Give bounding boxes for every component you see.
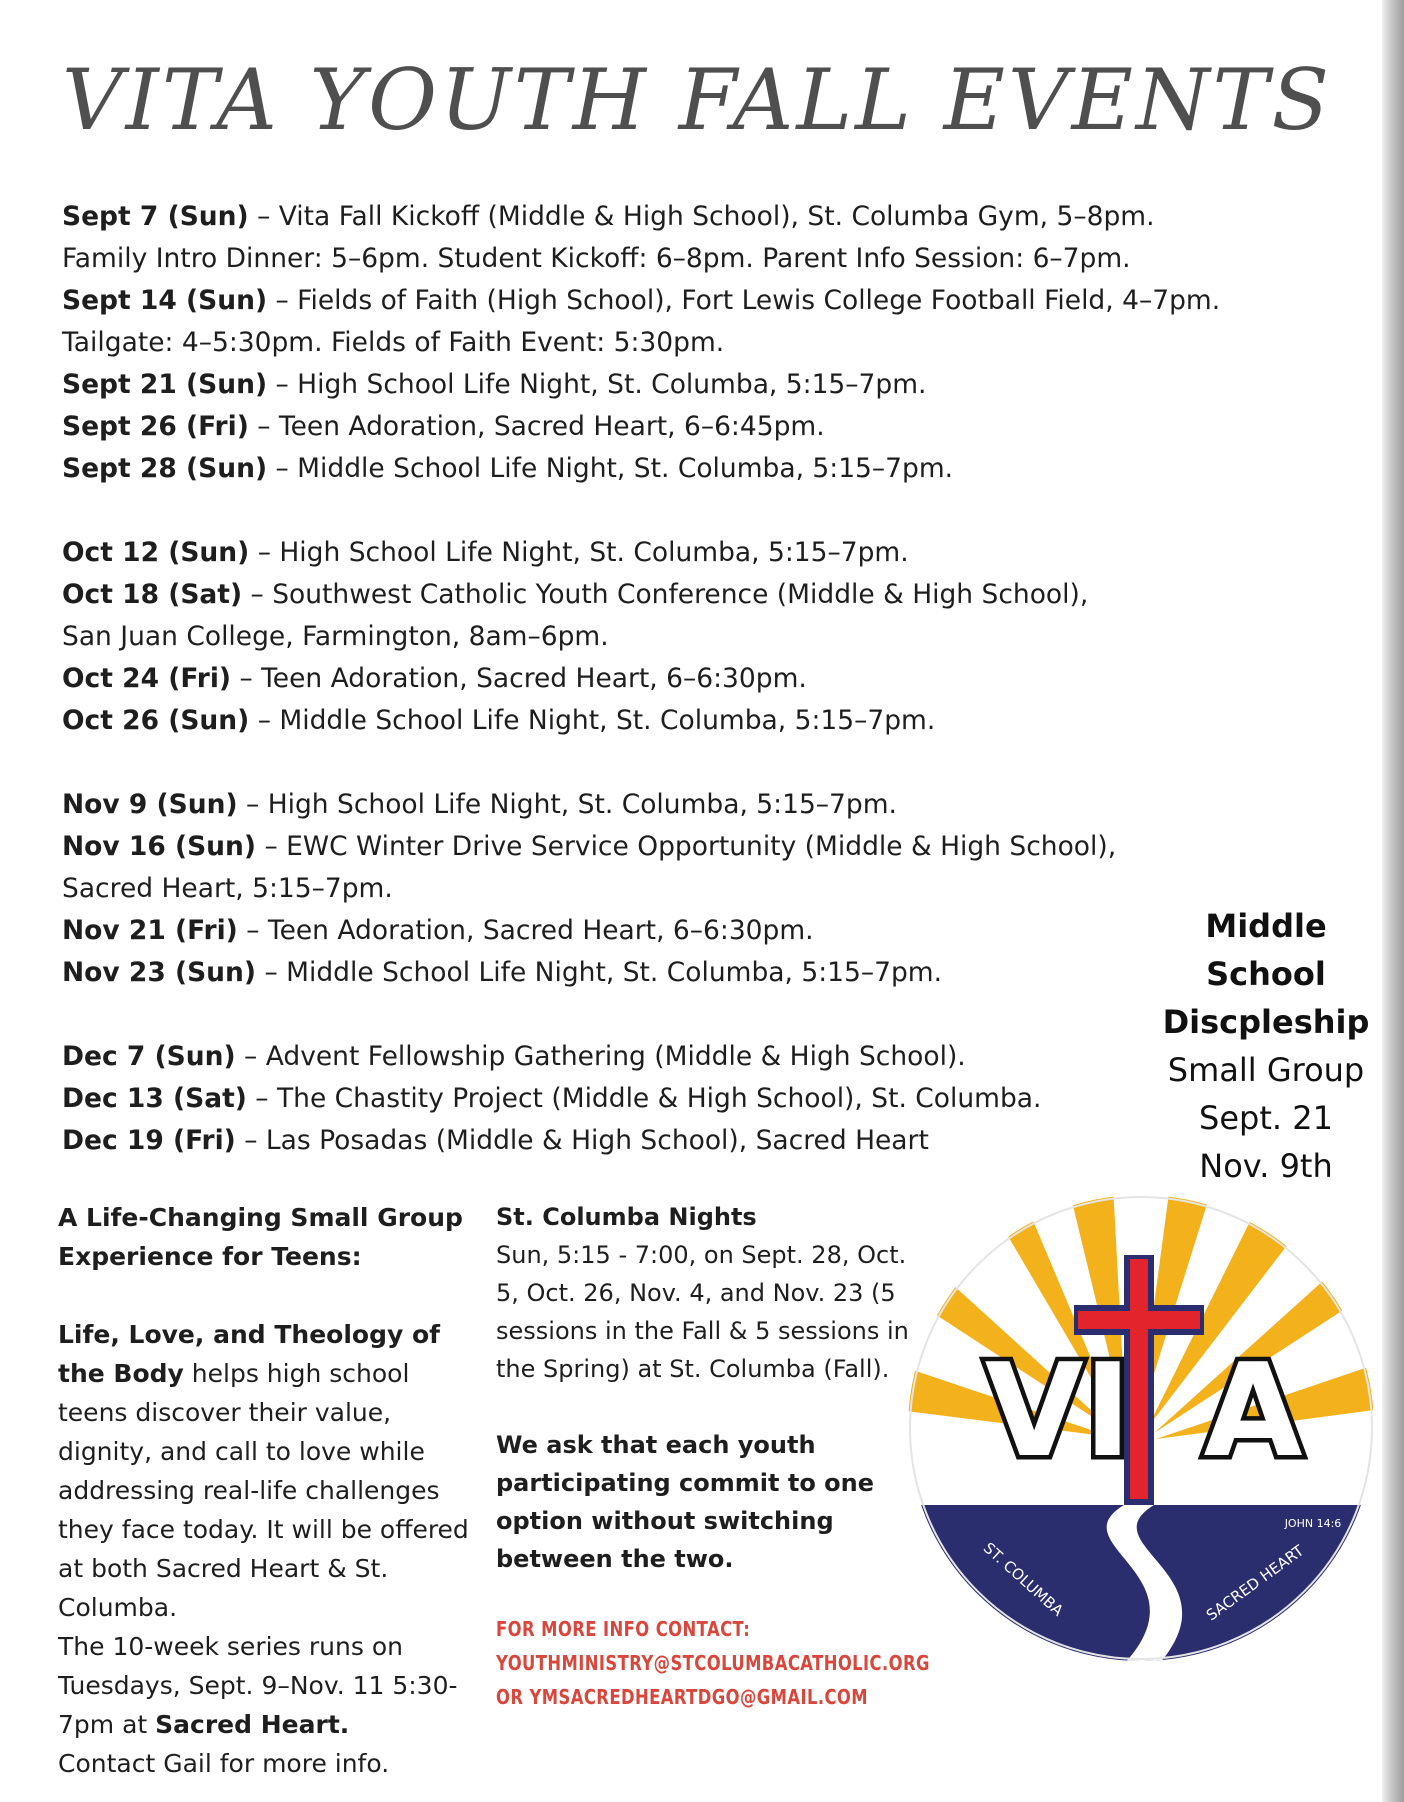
logo-word-right: A (1203, 1337, 1303, 1486)
event-date: Sept 28 (Sun) (62, 453, 268, 484)
logo-arc-left: ST. COLUMBA (979, 1538, 1067, 1620)
event-date: Nov 23 (Sun) (62, 957, 257, 988)
event-line (62, 280, 1262, 322)
event-text: – Teen Adoration, Sacred Heart, 6–6:45pm. (248, 411, 825, 442)
event-date: Sept 7 (Sun) (62, 201, 249, 232)
event-line (62, 448, 1262, 490)
vita-logo (908, 1195, 1374, 1661)
event-text: – Fields of Faith (High School), Fort Lewis College Football Field, 4–7pm. (267, 285, 1221, 316)
event-line (62, 700, 1262, 742)
event-date: Oct 12 (Sun) (62, 537, 250, 568)
side-note-line: Small Group (1167, 1051, 1365, 1089)
program-desc-text: helps high school teens discover their value, dignity, and call to love while addressing real-life challenges they face today. It will be offered at both Sacred Heart & St. Columba. (58, 1359, 469, 1622)
contact-email-line: OR YMSACREDHEARTDGO@GMAIL.COM (496, 1685, 869, 1709)
logo-word-left: VI (984, 1337, 1132, 1486)
event-line (62, 406, 1262, 448)
event-date: Dec 13 (Sat) (62, 1083, 247, 1114)
page-edge-shadow (1382, 0, 1404, 1802)
event-text: – EWC Winter Drive Service Opportunity (Middle & High School), (256, 831, 1117, 862)
program-name: Life, Love, and Theology of the Body (58, 1320, 441, 1388)
event-line (62, 658, 1262, 700)
event-text: – Middle School Life Night, St. Columba, 5:15–7pm. (267, 453, 954, 484)
side-note-bold-line: Discpleship (1162, 1003, 1370, 1041)
side-note-bold-line: School (1206, 955, 1326, 993)
event-date: Oct 26 (Sun) (62, 705, 250, 736)
event-text: – Teen Adoration, Sacred Heart, 6–6:30pm. (237, 915, 814, 946)
event-text: – Las Posadas (Middle & High School), Sacred Heart (235, 1125, 929, 1156)
st-columba-nights-section (496, 1198, 930, 1714)
event-line (62, 1036, 1262, 1078)
event-line (62, 616, 1262, 658)
side-note-bold-line: Middle (1205, 907, 1327, 945)
month-spacer (62, 742, 1262, 784)
event-text: – Middle School Life Night, St. Columba, 5:15–7pm. (256, 957, 943, 988)
event-text: San Juan College, Farmington, 8am–6pm. (62, 621, 609, 652)
event-text: – Middle School Life Night, St. Columba, 5:15–7pm. (249, 705, 936, 736)
contact-email-line: YOUTHMINISTRY@STCOLUMBACATHOLIC.ORG (496, 1651, 930, 1675)
event-line (62, 784, 1262, 826)
page-title: VITA YOUTH FALL EVENTS (62, 51, 1333, 149)
event-line (62, 364, 1262, 406)
event-text: Family Intro Dinner: 5–6pm. Student Kickoff: 6–8pm. Parent Info Session: 6–7pm. (62, 243, 1131, 274)
event-line (62, 910, 1262, 952)
event-date: Nov 9 (Sun) (62, 789, 238, 820)
event-line (62, 1120, 1262, 1162)
events-list (62, 196, 1262, 1162)
event-date: Oct 18 (Sat) (62, 579, 243, 610)
event-text: – Teen Adoration, Sacred Heart, 6–6:30pm. (231, 663, 807, 694)
event-date: Sept 21 (Sun) (62, 369, 268, 400)
theology-of-body-section (58, 1198, 478, 1783)
spacer (58, 1276, 478, 1315)
contact-info (496, 1612, 930, 1714)
event-text: – The Chastity Project (Middle & High School), St. Columba. (246, 1083, 1042, 1114)
event-text: Sacred Heart, 5:15–7pm. (62, 873, 393, 904)
event-line (62, 868, 1262, 910)
event-line (62, 532, 1262, 574)
event-date: Oct 24 (Fri) (62, 663, 232, 694)
event-text: – Vita Fall Kickoff (Middle & High School), St. Columba Gym, 5–8pm. (248, 201, 1155, 232)
middle-school-discipleship-note (1148, 902, 1384, 1190)
event-text: – High School Life Night, St. Columba, 5:15–7pm. (267, 369, 927, 400)
event-date: Dec 19 (Fri) (62, 1125, 236, 1156)
event-line (62, 826, 1262, 868)
side-note-line: Sept. 21 (1199, 1099, 1333, 1137)
event-text: – High School Life Night, St. Columba, 5:15–7pm. (237, 789, 897, 820)
event-line (62, 952, 1262, 994)
month-spacer (62, 994, 1262, 1036)
event-line (62, 322, 1262, 364)
series-location: Sacred Heart. (155, 1710, 350, 1739)
month-spacer (62, 490, 1262, 532)
event-line (62, 1078, 1262, 1120)
event-date: Sept 14 (Sun) (62, 285, 268, 316)
event-text: Tailgate: 4–5:30pm. Fields of Faith Event: 5:30pm. (62, 327, 725, 358)
series-text: The 10-week series runs on Tuesdays, Sept. 9–Nov. 11 5:30-7pm at (58, 1632, 458, 1739)
commitment-note: We ask that each youth participating commit to one option without switching between the two. (496, 1431, 875, 1573)
program-description (58, 1315, 478, 1627)
event-date: Nov 16 (Sun) (62, 831, 257, 862)
logo-arc-right: SACRED HEART (1202, 1541, 1308, 1625)
spacer (496, 1388, 916, 1426)
event-text: – High School Life Night, St. Columba, 5:15–7pm. (249, 537, 909, 568)
event-date: Nov 21 (Fri) (62, 915, 238, 946)
event-line (62, 196, 1262, 238)
series-info (58, 1627, 478, 1744)
nights-schedule: Sun, 5:15 - 7:00, on Sept. 28, Oct. 5, Oct. 26, Nov. 4, and Nov. 23 (5 sessions in the Fall & 5 sessions in the Spring) at St. Columba (Fall). (496, 1241, 909, 1383)
event-line (62, 574, 1262, 616)
logo-verse: JOHN 14:6 (1284, 1517, 1342, 1530)
section-heading: A Life-Changing Small Group Experience for Teens: (58, 1203, 463, 1271)
event-line (62, 238, 1262, 280)
contact-line: FOR MORE INFO CONTACT: (496, 1617, 751, 1641)
event-date: Sept 26 (Fri) (62, 411, 249, 442)
event-text: – Advent Fellowship Gathering (Middle & High School). (235, 1041, 966, 1072)
contact-gail: Contact Gail for more info. (58, 1749, 390, 1778)
event-text: – Southwest Catholic Youth Conference (Middle & High School), (242, 579, 1089, 610)
side-note-line: Nov. 9th (1199, 1147, 1333, 1185)
event-date: Dec 7 (Sun) (62, 1041, 236, 1072)
section-heading: St. Columba Nights (496, 1203, 757, 1231)
